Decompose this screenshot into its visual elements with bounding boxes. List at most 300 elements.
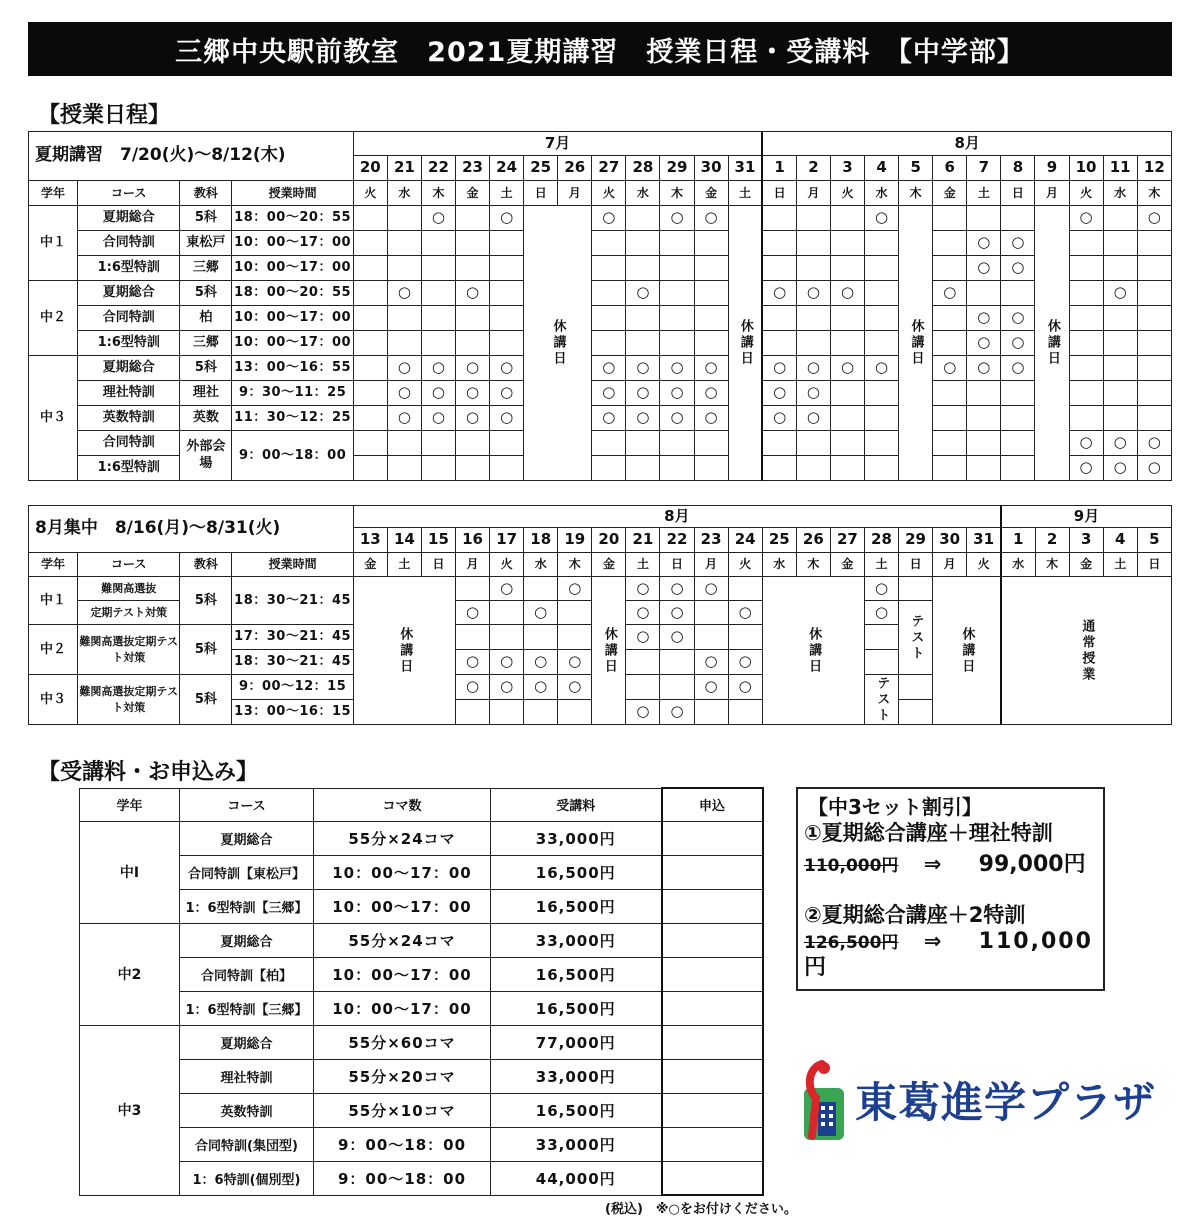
schedule-cell xyxy=(592,281,626,306)
schedule-cell xyxy=(456,206,490,231)
course-cell: 夏期総合 xyxy=(78,206,180,231)
schedule-cell xyxy=(830,306,864,331)
schedule-cell xyxy=(830,431,864,456)
discount-heading: 【中3セット割引】 xyxy=(808,795,982,819)
apply-checkbox-cell[interactable] xyxy=(662,1161,763,1195)
schedule-cell xyxy=(967,456,1001,481)
class-day-mark: ○ xyxy=(602,208,616,227)
time-cell: 11：30～12：25 xyxy=(232,406,353,431)
test-block-label: テスト xyxy=(908,613,924,662)
schedule-cell xyxy=(387,356,421,381)
schedule-cell xyxy=(694,306,728,331)
holiday-block xyxy=(899,206,933,481)
set-discount-box xyxy=(796,787,1105,991)
schedule-cell xyxy=(1001,281,1035,306)
schedule-cell xyxy=(1001,206,1035,231)
schedule-cell xyxy=(796,356,830,381)
class-day-mark: ○ xyxy=(875,358,889,377)
class-day-mark: ○ xyxy=(636,627,650,646)
class-day-mark: ○ xyxy=(568,578,582,597)
subject-cell: 東松戸 xyxy=(180,231,232,256)
schedule-cell xyxy=(387,306,421,331)
schedule-cell xyxy=(694,601,728,625)
day-of-week: 土 xyxy=(387,553,421,577)
schedule-cell xyxy=(1069,356,1103,381)
schedule-cell xyxy=(353,356,387,381)
day-of-week: 日 xyxy=(421,553,455,577)
schedule-cell xyxy=(660,675,694,700)
fee-koma: 10：00～17：00 xyxy=(314,855,491,889)
day-of-week: 日 xyxy=(524,181,558,206)
schedule-cell xyxy=(456,356,490,381)
schedule-cell xyxy=(456,456,490,481)
schedule-cell xyxy=(490,256,524,281)
schedule-cell xyxy=(967,231,1001,256)
schedule-cell xyxy=(830,456,864,481)
subject-cell: 英数 xyxy=(180,406,232,431)
fee-grade: 中2 xyxy=(80,923,180,1025)
course-cell: 合同特訓 xyxy=(78,231,180,256)
schedule-cell xyxy=(694,206,728,231)
course-cell: 定期テスト対策 xyxy=(78,601,180,625)
class-day-mark: ○ xyxy=(431,408,445,427)
schedule-cell xyxy=(1137,256,1171,281)
schedule-cell xyxy=(830,406,864,431)
schedule-cell xyxy=(899,577,933,601)
schedule-cell xyxy=(456,381,490,406)
schedule-cell xyxy=(524,700,558,725)
holiday-block-label: 休講日 xyxy=(959,626,975,675)
schedule-cell xyxy=(830,256,864,281)
class-day-mark: ○ xyxy=(568,652,582,671)
apply-checkbox-cell[interactable] xyxy=(662,957,763,991)
class-day-mark: ○ xyxy=(738,677,752,696)
class-day-mark: ○ xyxy=(670,602,684,621)
schedule-cell xyxy=(456,331,490,356)
day-number: 2 xyxy=(796,156,830,181)
schedule-cell xyxy=(387,456,421,481)
schedule-cell xyxy=(456,281,490,306)
class-day-mark: ○ xyxy=(1147,208,1161,227)
day-number: 25 xyxy=(524,156,558,181)
class-day-mark: ○ xyxy=(874,602,889,621)
schedule-cell xyxy=(1103,231,1137,256)
schedule-cell xyxy=(660,625,694,650)
class-day-mark: ○ xyxy=(943,283,957,302)
schedule-cell xyxy=(558,625,592,650)
class-day-mark: ○ xyxy=(806,383,820,402)
schedule-cell xyxy=(353,331,387,356)
regular-class-block xyxy=(1001,577,1172,725)
course-cell: 合同特訓 xyxy=(78,431,180,456)
schedule-cell xyxy=(796,406,830,431)
schedule-cell xyxy=(592,456,626,481)
schedule-cell xyxy=(626,431,660,456)
fee-koma: 10：00～17：00 xyxy=(314,957,491,991)
schedule-cell xyxy=(524,675,558,700)
schedule-cell xyxy=(796,306,830,331)
schedule-cell xyxy=(864,577,898,601)
schedule-cell xyxy=(592,231,626,256)
time-cell: 9：00～18：00 xyxy=(232,431,353,481)
discount-price1 xyxy=(804,847,1086,878)
schedule-cell xyxy=(1137,381,1171,406)
schedule-cell xyxy=(353,306,387,331)
schedule-cell xyxy=(865,431,899,456)
day-of-week: 火 xyxy=(1069,181,1103,206)
schedule-cell xyxy=(864,650,898,675)
intensive-period: 8月集中 8/16(月)～8/31(火) xyxy=(29,506,354,553)
schedule-cell xyxy=(933,306,967,331)
apply-checkbox-cell[interactable] xyxy=(662,1127,763,1161)
summer-period: 夏期講習 7/20(火)～8/12(木) xyxy=(29,132,354,181)
day-of-week: 水 xyxy=(1103,181,1137,206)
fee-price: 16,500円 xyxy=(491,1093,662,1127)
schedule-cell xyxy=(728,675,762,700)
schedule-cell xyxy=(456,431,490,456)
apply-checkbox-cell[interactable] xyxy=(662,889,763,923)
class-day-mark: ○ xyxy=(704,578,718,597)
summer-month-july: 7月 xyxy=(353,132,762,156)
day-number: 23 xyxy=(694,528,728,553)
schedule-cell xyxy=(558,700,592,725)
time-cell: 10：00～17：00 xyxy=(232,331,353,356)
schedule-cell xyxy=(728,650,762,675)
fee-course: 夏期総合 xyxy=(180,1025,314,1059)
schedule-cell xyxy=(967,206,1001,231)
course-cell: 英数特訓 xyxy=(78,406,180,431)
time-cell: 9：00～12：15 xyxy=(232,675,353,700)
schedule-cell xyxy=(728,577,762,601)
class-day-mark: ○ xyxy=(466,677,480,696)
discount-old-price2: 126,500円 xyxy=(804,933,899,953)
schedule-cell xyxy=(490,331,524,356)
day-of-week: 日 xyxy=(762,181,796,206)
class-day-mark: ○ xyxy=(840,283,855,302)
time-cell: 17：30～21：45 xyxy=(232,625,353,650)
schedule-cell xyxy=(1137,331,1171,356)
grade-label: 中１ xyxy=(29,206,78,281)
schedule-cell xyxy=(421,281,455,306)
schedule-cell xyxy=(694,431,728,456)
class-day-mark: ○ xyxy=(466,602,480,621)
schedule-cell xyxy=(933,456,967,481)
class-day-mark: ○ xyxy=(500,408,514,427)
day-number: 7 xyxy=(967,156,1001,181)
class-day-mark: ○ xyxy=(602,408,616,427)
schedule-cell xyxy=(626,281,660,306)
day-of-week: 木 xyxy=(1035,553,1069,577)
discount-new-price1: 99,000円 xyxy=(978,852,1086,877)
schedule-cell xyxy=(387,381,421,406)
schedule-cell xyxy=(660,356,694,381)
header-subject: 教科 xyxy=(180,181,232,206)
day-of-week: 水 xyxy=(387,181,421,206)
arrow-icon: ⇒ xyxy=(923,852,942,876)
schedule-cell xyxy=(660,577,694,601)
schedule-cell xyxy=(864,625,898,650)
holiday-block xyxy=(353,577,455,725)
discount-price2 xyxy=(804,929,1094,982)
fee-price: 16,500円 xyxy=(491,991,662,1025)
holiday-block xyxy=(933,577,1001,725)
schedule-cell xyxy=(933,331,967,356)
schedule-cell xyxy=(660,306,694,331)
day-of-week: 月 xyxy=(558,181,592,206)
time-cell: 18：00～20：55 xyxy=(232,206,353,231)
class-day-mark: ○ xyxy=(773,283,787,302)
day-number: 29 xyxy=(660,156,694,181)
logo-text: 東葛進学プラザ xyxy=(855,1078,1157,1127)
schedule-cell xyxy=(967,281,1001,306)
schedule-cell xyxy=(490,431,524,456)
schedule-cell xyxy=(592,256,626,281)
apply-checkbox-cell[interactable] xyxy=(662,923,763,957)
schedule-cell xyxy=(387,231,421,256)
discount-old-price1: 110,000円 xyxy=(804,856,899,876)
class-day-mark: ○ xyxy=(977,233,991,252)
schedule-cell xyxy=(967,356,1001,381)
schedule-cell xyxy=(694,231,728,256)
grade-label: 中３ xyxy=(29,675,78,725)
class-day-mark: ○ xyxy=(977,258,991,277)
day-of-week: 土 xyxy=(967,181,1001,206)
class-day-mark: ○ xyxy=(500,358,514,377)
schedule-cell xyxy=(660,456,694,481)
apply-checkbox-cell[interactable] xyxy=(662,1093,763,1127)
schedule-cell xyxy=(490,381,524,406)
schedule-cell xyxy=(796,206,830,231)
schedule-cell xyxy=(1137,206,1171,231)
class-day-mark: ○ xyxy=(1147,433,1161,452)
schedule-cell xyxy=(762,331,796,356)
schedule-cell xyxy=(1001,381,1035,406)
schedule-cell xyxy=(865,456,899,481)
schedule-cell xyxy=(353,281,387,306)
schedule-cell xyxy=(1069,281,1103,306)
schedule-cell xyxy=(387,331,421,356)
holiday-block xyxy=(728,206,762,481)
class-day-mark: ○ xyxy=(773,383,787,402)
schedule-cell xyxy=(660,231,694,256)
class-day-mark: ○ xyxy=(977,333,991,352)
day-of-week: 火 xyxy=(728,553,762,577)
schedule-cell xyxy=(490,456,524,481)
schedule-cell xyxy=(694,700,728,725)
class-day-mark: ○ xyxy=(670,208,684,227)
course-cell: 難関高選抜 xyxy=(78,577,180,601)
day-number: 22 xyxy=(660,528,694,553)
schedule-cell xyxy=(490,206,524,231)
schedule-cell xyxy=(865,256,899,281)
schedule-cell xyxy=(865,206,899,231)
day-number: 20 xyxy=(353,156,387,181)
fee-grade: 中3 xyxy=(80,1025,180,1195)
schedule-cell xyxy=(796,381,830,406)
schedule-cell xyxy=(762,356,796,381)
class-day-mark: ○ xyxy=(704,383,718,402)
class-day-mark: ○ xyxy=(773,358,787,377)
class-day-mark: ○ xyxy=(534,652,548,671)
schedule-cell xyxy=(694,281,728,306)
fee-koma: 55分×20コマ xyxy=(314,1059,491,1093)
apply-checkbox-cell[interactable] xyxy=(662,1059,763,1093)
schedule-cell xyxy=(694,256,728,281)
schedule-cell xyxy=(626,356,660,381)
schedule-cell xyxy=(387,206,421,231)
schedule-cell xyxy=(660,381,694,406)
schedule-cell xyxy=(626,206,660,231)
class-day-mark: ○ xyxy=(397,383,411,402)
class-day-mark: ○ xyxy=(670,578,684,597)
intensive-month-august: 8月 xyxy=(353,506,1001,528)
class-day-mark: ○ xyxy=(602,383,616,402)
day-of-week: 水 xyxy=(626,181,660,206)
header-course: コース xyxy=(78,553,180,577)
schedule-cell xyxy=(865,381,899,406)
subject-cell: 三郷 xyxy=(180,331,232,356)
schedule-cell xyxy=(626,675,660,700)
schedule-cell xyxy=(967,431,1001,456)
class-day-mark: ○ xyxy=(568,677,582,696)
schedule-cell xyxy=(456,577,490,601)
logo-mark-icon xyxy=(800,1058,856,1148)
subject-cell: 5科 xyxy=(180,577,232,625)
fee-header-koma: コマ数 xyxy=(314,788,491,821)
class-day-mark: ○ xyxy=(636,383,650,402)
holiday-block-label: 休講日 xyxy=(1044,319,1060,367)
schedule-cell xyxy=(933,431,967,456)
day-number: 21 xyxy=(626,528,660,553)
apply-checkbox-cell[interactable] xyxy=(662,821,763,855)
day-of-week: 水 xyxy=(1001,553,1035,577)
fee-course: 夏期総合 xyxy=(180,923,314,957)
schedule-cell xyxy=(456,675,490,700)
schedule-cell xyxy=(490,406,524,431)
schedule-cell xyxy=(660,431,694,456)
schedule-cell xyxy=(694,406,728,431)
class-day-mark: ○ xyxy=(534,677,548,696)
day-number: 25 xyxy=(762,528,796,553)
schedule-cell xyxy=(626,406,660,431)
schedule-cell xyxy=(933,356,967,381)
schedule-cell xyxy=(490,306,524,331)
class-day-mark: ○ xyxy=(1113,283,1127,302)
fee-price: 77,000円 xyxy=(491,1025,662,1059)
schedule-cell xyxy=(626,625,660,650)
apply-checkbox-cell[interactable] xyxy=(662,991,763,1025)
class-day-mark: ○ xyxy=(1079,433,1093,452)
time-cell: 13：00～16：55 xyxy=(232,356,353,381)
class-day-mark: ○ xyxy=(500,652,514,671)
schedule-cell xyxy=(592,431,626,456)
holiday-block xyxy=(762,577,864,725)
class-day-mark: ○ xyxy=(875,208,889,227)
class-day-mark: ○ xyxy=(1011,308,1025,327)
class-day-mark: ○ xyxy=(1113,458,1127,477)
day-number: 16 xyxy=(456,528,490,553)
schedule-cell xyxy=(1103,431,1137,456)
schedule-cell xyxy=(1069,231,1103,256)
day-number: 1 xyxy=(1001,528,1035,553)
schedule-cell xyxy=(456,406,490,431)
class-day-mark: ○ xyxy=(636,578,650,597)
class-day-mark: ○ xyxy=(704,677,718,696)
course-cell: 1:6型特訓 xyxy=(78,456,180,481)
class-day-mark: ○ xyxy=(431,358,445,377)
day-number: 3 xyxy=(1069,528,1103,553)
footnote: (税込) ※○をお付けください。 xyxy=(605,1202,797,1217)
day-of-week: 月 xyxy=(933,553,967,577)
schedule-cell xyxy=(490,675,524,700)
apply-checkbox-cell[interactable] xyxy=(662,1025,763,1059)
class-day-mark: ○ xyxy=(397,408,411,427)
day-of-week: 木 xyxy=(796,553,830,577)
schedule-cell xyxy=(558,601,592,625)
class-day-mark: ○ xyxy=(670,702,684,721)
course-cell: 1:6型特訓 xyxy=(78,256,180,281)
class-day-mark: ○ xyxy=(1147,458,1161,477)
apply-checkbox-cell[interactable] xyxy=(662,855,763,889)
fee-heading: 【受講料・お申込み】 xyxy=(38,760,259,785)
schedule-cell xyxy=(353,431,387,456)
class-day-mark: ○ xyxy=(670,627,684,646)
schedule-cell xyxy=(762,231,796,256)
class-day-mark: ○ xyxy=(500,208,514,227)
fee-koma: 55分×60コマ xyxy=(314,1025,491,1059)
course-cell: 難関高選抜定期テスト対策 xyxy=(78,675,180,725)
holiday-block xyxy=(592,577,626,725)
schedule-cell xyxy=(830,231,864,256)
class-day-mark: ○ xyxy=(773,408,787,427)
schedule-cell xyxy=(796,231,830,256)
discount-new-price2: 110,000円 xyxy=(804,929,1093,981)
schedule-cell xyxy=(1001,256,1035,281)
schedule-cell xyxy=(490,650,524,675)
class-day-mark: ○ xyxy=(636,602,650,621)
day-of-week: 月 xyxy=(694,553,728,577)
day-of-week: 金 xyxy=(830,553,864,577)
day-of-week: 金 xyxy=(353,553,387,577)
day-number: 20 xyxy=(592,528,626,553)
day-number: 28 xyxy=(864,528,898,553)
schedule-cell xyxy=(830,356,864,381)
schedule-cell xyxy=(421,431,455,456)
schedule-heading: 【授業日程】 xyxy=(38,103,171,128)
schedule-cell xyxy=(1069,256,1103,281)
schedule-cell xyxy=(353,456,387,481)
discount-line1: ①夏期総合講座＋理社特訓 xyxy=(804,821,1053,845)
class-day-mark: ○ xyxy=(534,602,548,621)
schedule-cell xyxy=(456,625,490,650)
schedule-cell xyxy=(592,306,626,331)
schedule-cell xyxy=(1069,331,1103,356)
class-day-mark: ○ xyxy=(431,208,445,227)
class-day-mark: ○ xyxy=(636,283,650,302)
schedule-cell xyxy=(762,431,796,456)
fee-course: 1：6特訓(個別型) xyxy=(180,1161,314,1195)
course-cell: 夏期総合 xyxy=(78,281,180,306)
day-number: 12 xyxy=(1137,156,1171,181)
schedule-cell xyxy=(626,331,660,356)
schedule-cell xyxy=(660,281,694,306)
schedule-cell xyxy=(490,356,524,381)
fee-price: 33,000円 xyxy=(491,923,662,957)
grade-label: 中２ xyxy=(29,625,78,675)
schedule-cell xyxy=(660,601,694,625)
schedule-cell xyxy=(524,625,558,650)
schedule-cell xyxy=(864,601,898,625)
